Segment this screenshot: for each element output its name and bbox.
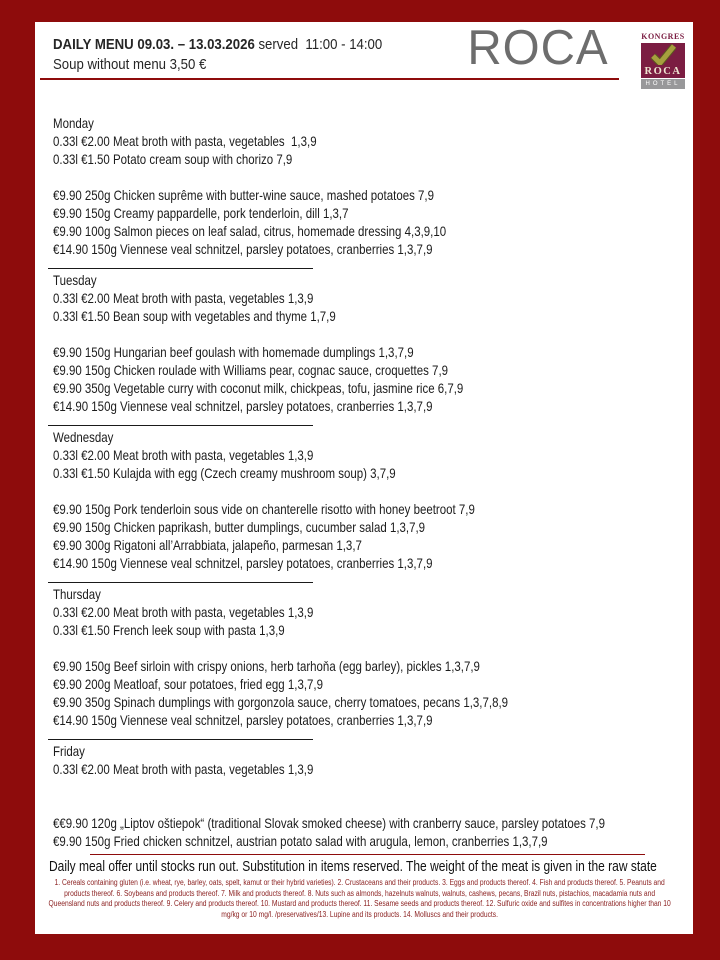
menu-gap — [53, 778, 693, 814]
menu-page — [35, 22, 693, 934]
menu-served-time: served 11:00 - 14:00 — [254, 36, 383, 53]
day-name: Thursday — [53, 586, 101, 602]
main-dish-list — [53, 343, 693, 415]
soup-list — [53, 446, 693, 482]
main-dish-item: €9.90 250g Chicken suprême with butter-wine sauce, mashed potatoes 7,9 — [53, 187, 434, 203]
header-divider-line — [40, 78, 619, 80]
soup-list — [53, 760, 693, 778]
soup-item: 0.33l €2.00 Meat broth with pasta, vegetables 1,3,9 — [53, 447, 314, 463]
main-dish-item: €9.90 150g Chicken roulade with Williams pear, cognac sauce, croquettes 7,9 — [53, 362, 449, 378]
soup-item: 0.33l €1.50 Bean soup with vegetables and thyme 1,7,9 — [53, 308, 336, 324]
day-name: Friday — [53, 743, 85, 759]
main-dish-list — [53, 814, 693, 850]
day-divider-line — [48, 739, 313, 740]
roca-wordmark: ROCA — [467, 22, 609, 75]
day-divider-line — [48, 425, 313, 426]
menu-title-dates: DAILY MENU 09.03. – 13.03.2026 — [53, 36, 255, 53]
checkmark-icon — [650, 44, 676, 65]
footer-note: Daily meal offer until stocks run out. Substitution in items reserved. The weight of the meat is given in the raw state — [49, 858, 657, 875]
soup-item: 0.33l €2.00 Meat broth with pasta, vegetables 1,3,9 — [53, 604, 314, 620]
allergen-list: 1. Cereals containing gluten (i.e. wheat, rye, barley, oats, spelt, kamut or their hybrid varieties). 2. Crustaceans and their products. 3. Eggs and products thereof. 4. Fish and products thereof. 5. Peanuts and products thereof. 6. Soybeans and products thereof. 7. Milk and products thereof. 8. Nuts such as almonds, hazelnuts walnuts, walnuts, cashews, pecans, Brazil nuts, pistachios, macadamia nuts and Queensland nuts and products thereof. 9. Celery and products thereof. 10. Mustard and products thereof. 11. Sesame seeds and products thereof. 12. Sulfuric oxide and sulfites in concentrations higher than 10 mg/kg or 10 mg/l. /preservatives/13. Lupine and its products. 14. Molluscs and their products. — [48, 878, 671, 919]
footer-divider-line — [90, 854, 645, 855]
soup-item: 0.33l €2.00 Meat broth with pasta, vegetables 1,3,9 — [53, 133, 317, 149]
menu-gap — [53, 168, 693, 186]
menu-gap — [53, 325, 693, 343]
logo-roca-text: ROCA — [644, 66, 682, 77]
main-dish-list — [53, 186, 693, 258]
main-dish-item: €14.90 150g Viennese veal schnitzel, parsley potatoes, cranberries 1,3,7,9 — [53, 555, 433, 571]
soup-list — [53, 603, 693, 639]
main-dish-item: €€9.90 120g „Liptov oštiepok“ (traditional Slovak smoked cheese) with cranberry sauce, parsley potatoes 7,9 — [53, 815, 605, 831]
day-section — [53, 742, 693, 850]
logo-kongres-text: KONGRES — [641, 32, 685, 41]
main-dish-list — [53, 500, 693, 572]
day-divider-line — [48, 582, 313, 583]
main-dish-item: €9.90 150g Creamy pappardelle, pork tenderloin, dill 1,3,7 — [53, 205, 349, 221]
soup-item: 0.33l €1.50 French leek soup with pasta 1,3,9 — [53, 622, 285, 638]
main-dish-item: €9.90 100g Salmon pieces on leaf salad, citrus, homemade dressing 4,3,9,10 — [53, 223, 447, 239]
main-dish-item: €14.90 150g Viennese veal schnitzel, parsley potatoes, cranberries 1,3,7,9 — [53, 712, 433, 728]
main-dish-item: €9.90 150g Pork tenderloin sous vide on chanterelle risotto with honey beetroot 7,9 — [53, 501, 475, 517]
day-section — [53, 428, 693, 583]
main-dish-item: €9.90 300g Rigatoni all’Arrabbiata, jalapeño, parmesan 1,3,7 — [53, 537, 362, 553]
hotel-logo — [640, 30, 686, 89]
logo-hotel-text: HOTEL — [641, 79, 685, 89]
soup-item: 0.33l €1.50 Kulajda with egg (Czech creamy mushroom soup) 3,7,9 — [53, 465, 396, 481]
main-dish-item: €9.90 200g Meatloaf, sour potatoes, fried egg 1,3,7,9 — [53, 676, 323, 692]
menu-title — [53, 35, 382, 55]
day-name: Wednesday — [53, 429, 114, 445]
main-dish-item: €14.90 150g Viennese veal schnitzel, parsley potatoes, cranberries 1,3,7,9 — [53, 241, 433, 257]
main-dish-item: €9.90 350g Spinach dumplings with gorgonzola sauce, cherry tomatoes, pecans 1,3,7,8,9 — [53, 694, 509, 710]
main-dish-item: €9.90 150g Chicken paprikash, butter dumplings, cucumber salad 1,3,7,9 — [53, 519, 426, 535]
soup-item: 0.33l €1.50 Potato cream soup with chorizo 7,9 — [53, 151, 293, 167]
main-dish-item: €14.90 150g Viennese veal schnitzel, parsley potatoes, cranberries 1,3,7,9 — [53, 398, 433, 414]
day-divider-line — [48, 268, 313, 269]
day-section — [53, 114, 693, 269]
soup-price-note: Soup without menu 3,50 € — [53, 56, 207, 73]
main-dish-item: €9.90 150g Hungarian beef goulash with homemade dumplings 1,3,7,9 — [53, 344, 414, 360]
main-dish-item: €9.90 350g Vegetable curry with coconut milk, chickpeas, tofu, jasmine rice 6,7,9 — [53, 380, 464, 396]
day-name: Tuesday — [53, 272, 97, 288]
soup-list — [53, 289, 693, 325]
soup-item: 0.33l €2.00 Meat broth with pasta, vegetables 1,3,9 — [53, 761, 314, 777]
menu-gap — [53, 482, 693, 500]
logo-square — [641, 43, 685, 78]
main-dish-list — [53, 657, 693, 729]
menu-gap — [53, 639, 693, 657]
day-name: Monday — [53, 115, 94, 131]
soup-list — [53, 132, 693, 168]
day-section — [53, 271, 693, 426]
menu-body — [53, 114, 693, 850]
header — [35, 22, 693, 87]
day-section — [53, 585, 693, 740]
header-text — [53, 35, 427, 75]
main-dish-item: €9.90 150g Fried chicken schnitzel, austrian potato salad with arugula, lemon, cranberries 1,3,7,9 — [53, 833, 548, 849]
soup-item: 0.33l €2.00 Meat broth with pasta, vegetables 1,3,9 — [53, 290, 314, 306]
main-dish-item: €9.90 150g Beef sirloin with crispy onions, herb tarhoňa (egg barley), pickles 1,3,7,9 — [53, 658, 480, 674]
